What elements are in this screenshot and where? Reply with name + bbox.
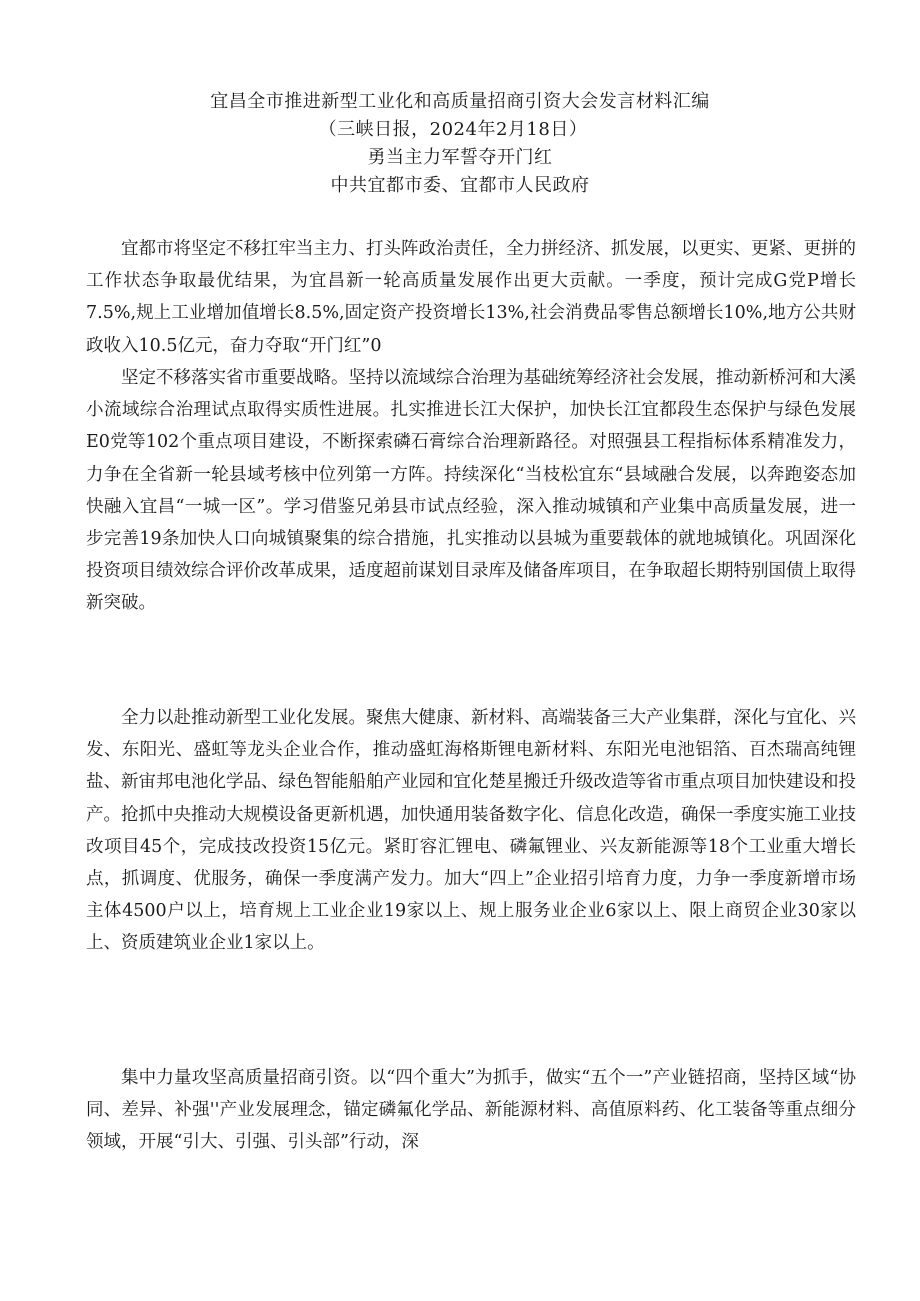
speech-title: 勇当主力军誓夺开门红 — [367, 147, 553, 168]
document-title: 宜昌全市推进新型工业化和高质量招商引资大会发言材料汇编 — [210, 91, 710, 112]
document-header — [0, 88, 920, 200]
body-paragraph: 集中力量攻坚高质量招商引资。以“四个重大”为抓手，做实“五个一”产业链招商，坚持区域“协同、差异、补强''产业发展理念，锚定磷氟化学品、新能源材料、高值原料药、化工装备等重点细分领域，开展“引大、引强、引头部”行动，深 — [86, 1068, 856, 1153]
body-paragraph: 宜都市将坚定不移扛牢当主力、打头阵政治责任，全力拼经济、抓发展，以更实、更紧、更拼的工作状态争取最优结果，为宜昌新一轮高质量发展作出更大贡献。一季度，预计完成G党P增长7.5%,规上工业增加值增长8.5%,固定资产投资增长13%,社会消费品零售总额增长10%,地方公共财政收入10.5亿元，奋力夺取“开门红”0 — [86, 239, 856, 356]
body-paragraph: 坚定不移落实省市重要战略。坚持以流域综合治理为基础统筹经济社会发展，推动新桥河和大溪小流域综合治理试点取得实质性进展。扎实推进长江大保护，加快长江宜都段生态保护与绿色发展E0党等102个重点项目建设，不断探索磷石膏综合治理新路径。对照强县工程指标体系精准发力，力争在全省新一轮县域考核中位列第一方阵。持续深化“当枝松宜东“县域融合发展，以奔跑姿态加快融入宜昌“一城一区”。学习借鉴兄弟县市试点经验，深入推动城镇和产业集中高质量发展，进一步完善19条加快人口向城镇聚集的综合措施，扎实推动以县城为重要载体的就地城镇化。巩固深化投资项目绩效综合评价改革成果，适度超前谋划目录库及储备库项目，在争取超长期特别国债上取得新突破。 — [86, 368, 856, 614]
speaker-name: 中共宜都市委、宜都市人民政府 — [330, 175, 590, 196]
body-paragraph: 全力以赴推动新型工业化发展。聚焦大健康、新材料、高端装备三大产业集群，深化与宜化、兴发、东阳光、盛虹等龙头企业合作，推动盛虹海格斯锂电新材料、东阳光电池铝箔、百杰瑞高纯锂盐、新宙邦电池化学品、绿色智能船舶产业园和宜化楚星搬迁升级改造等省市重点项目加快建设和投产。抢抓中央推动大规模设备更新机遇，加快通用装备数字化、信息化改造，确保一季度实施工业技改项目45个，完成技改投资15亿元。紧盯容汇锂电、磷氟锂业、兴友新能源等18个工业重大增长点，抓调度、优服务，确保一季度满产发力。加大“四上”企业招引培育力度，力争一季度新增市场主体4500户以上，培育规上工业企业19家以上、规上服务业企业6家以上、限上商贸企业30家以上、资质建筑业企业1家以上。 — [86, 708, 856, 954]
document-source: （三峡日报，2024年2月18日） — [318, 119, 588, 140]
